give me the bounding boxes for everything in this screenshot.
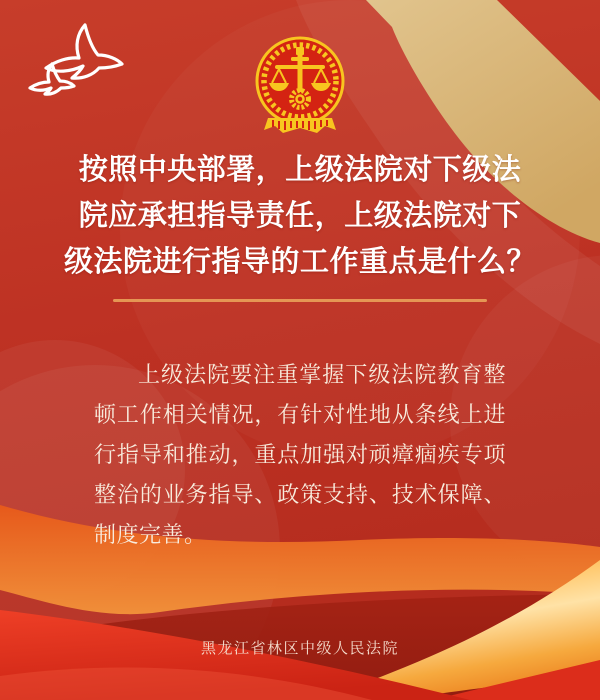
- court-name-footer: 黑龙江省林区中级人民法院: [200, 640, 399, 657]
- heading-divider: [113, 299, 487, 302]
- doves-icon: [18, 18, 128, 108]
- question-heading: [0, 147, 600, 285]
- heading-line-1: 按照中央部署，上级法院对下级法: [78, 154, 522, 186]
- answer-paragraph: 上级法院要注重掌握下级法院教育整顿工作相关情况，有针对性地从条线上进行指导和推动，重点加强对顽瘴痼疾专项整治的业务指导、政策支持、技术保障、制度完善。: [94, 362, 506, 547]
- court-emblem-icon: [253, 32, 347, 142]
- heading-line-2: 院应承担指导责任，上级法院对下: [78, 200, 522, 232]
- heading-line-3: 级法院进行指导的工作重点是什么？: [63, 246, 536, 278]
